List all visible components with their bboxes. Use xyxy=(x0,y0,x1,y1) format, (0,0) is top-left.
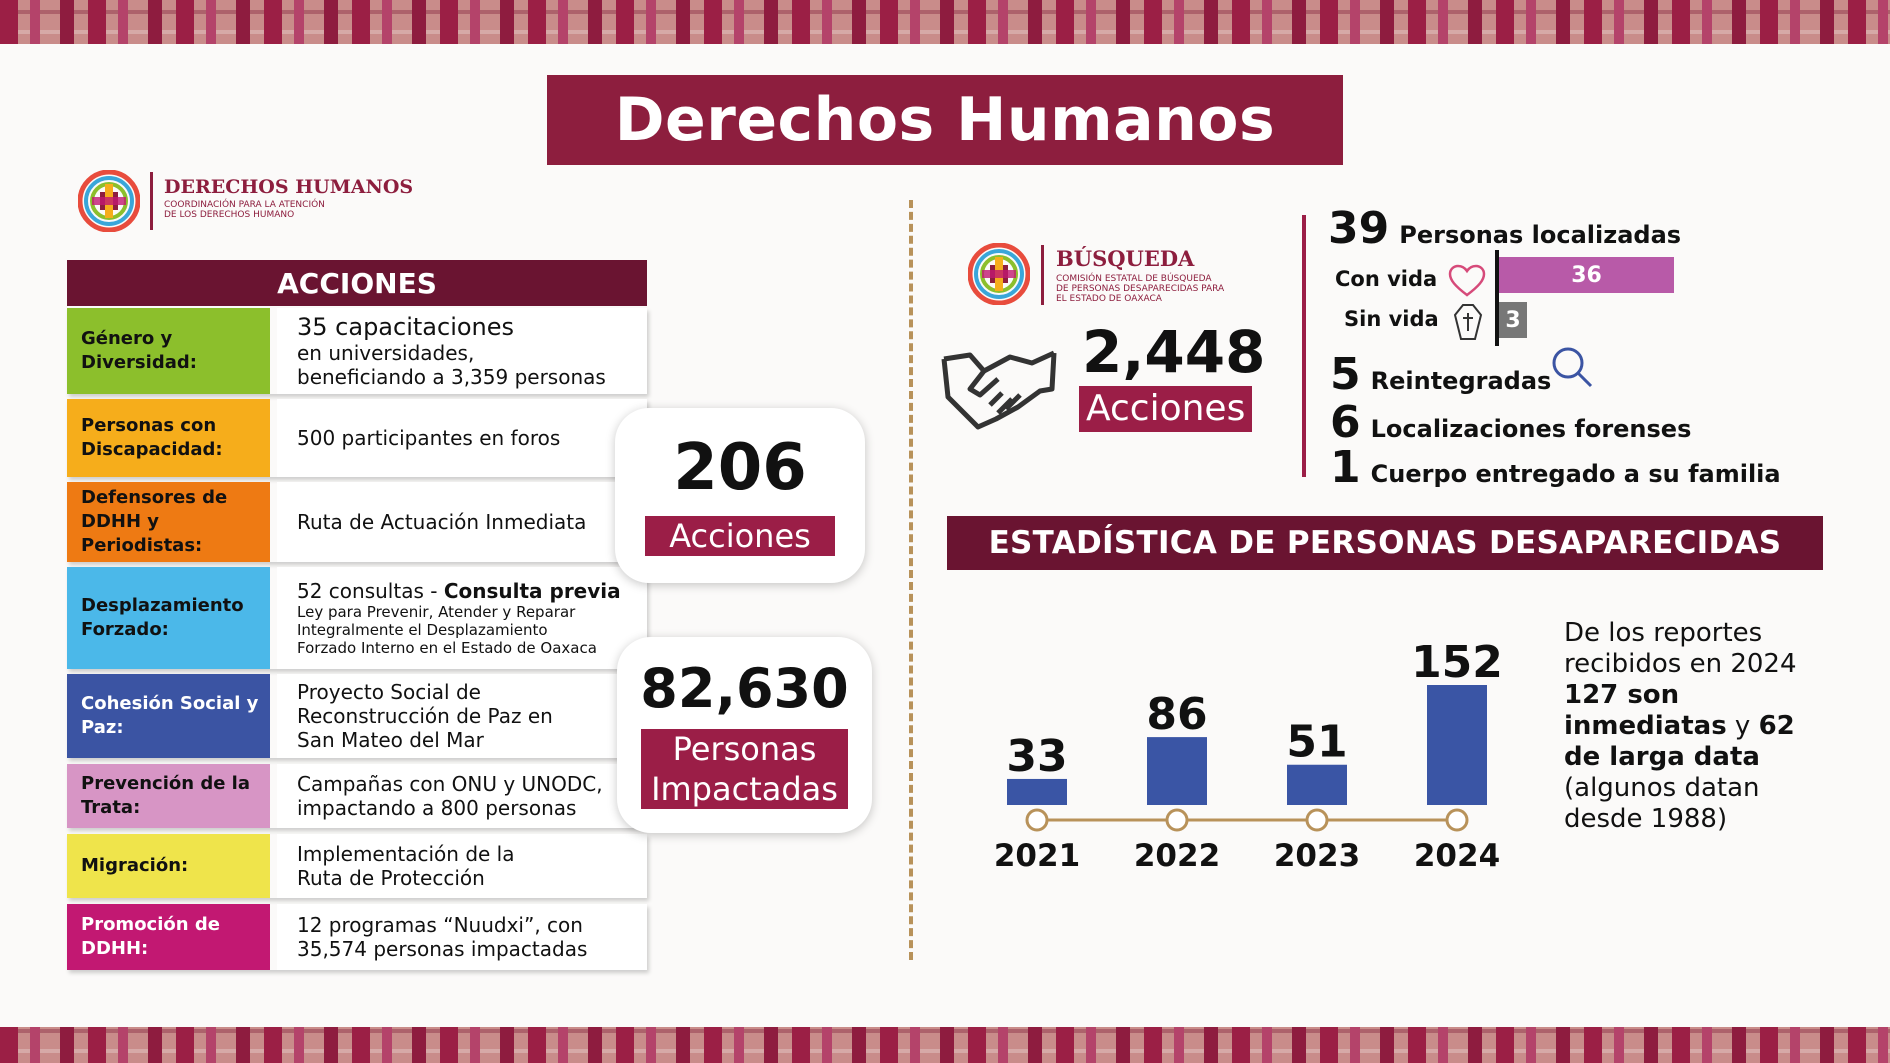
heart-icon xyxy=(1447,264,1487,298)
search-icon xyxy=(1550,345,1594,389)
acciones-count: 206 xyxy=(673,431,807,505)
acciones-row xyxy=(67,674,647,758)
reintegradas-stat: 5 Reintegradas xyxy=(1330,349,1552,400)
category-label: Desplazamiento Forzado: xyxy=(67,567,270,669)
logo-divider xyxy=(150,172,153,230)
category-label: Promoción de DDHH: xyxy=(67,904,270,970)
chart-tick-label: 2023 xyxy=(1273,838,1361,874)
category-label: Prevención de la Trata: xyxy=(67,764,270,828)
row-description: 500 participantes en foros xyxy=(277,399,647,477)
row-description: Proyecto Social de Reconstrucción de Paz en San Mateo del Mar xyxy=(277,674,647,758)
logo-subtitle: COORDINACIÓN PARA LA ATENCIÓN DE LOS DERECHOS HUMANO xyxy=(164,200,325,220)
row-description: 52 consultas - Consulta previa Ley para Prevenir, Atender y Reparar Integralmente el Desplazamiento Forzado Interno en el Estado de Oaxaca xyxy=(277,567,647,669)
category-label: Defensores de DDHH y Periodistas: xyxy=(67,482,270,562)
category-label: Migración: xyxy=(67,834,270,898)
dashed-divider xyxy=(909,200,913,960)
con-vida-bar: 36 xyxy=(1499,257,1674,293)
con-vida-label: Con vida xyxy=(1335,267,1438,291)
oaxaca-emblem-icon xyxy=(78,170,140,232)
busqueda-logo-subtitle: COMISIÓN ESTATAL DE BÚSQUEDA DE PERSONAS DESAPARECIDAS PARA EL ESTADO DE OAXACA xyxy=(1056,274,1225,304)
cuerpo-stat: 1 Cuerpo entregado a su familia xyxy=(1330,442,1781,493)
row-description: Implementación de la Ruta de Protección xyxy=(277,834,647,898)
timeline-marker xyxy=(1167,810,1187,830)
chart-bar xyxy=(1147,737,1207,805)
chart-bar xyxy=(1427,685,1487,805)
logo-title: DERECHOS HUMANOS xyxy=(164,176,414,198)
chart-bar xyxy=(1287,765,1347,805)
acciones-row xyxy=(67,399,647,477)
chart-tick-label: 2024 xyxy=(1413,838,1501,874)
busqueda-acciones-count: 2,448 xyxy=(1082,318,1266,386)
category-label: Personas con Discapacidad: xyxy=(67,399,270,477)
timeline-marker xyxy=(1027,810,1047,830)
acciones-card xyxy=(615,408,865,583)
busqueda-logo-title: BÚSQUEDA xyxy=(1056,246,1195,271)
personas-count: 82,630 xyxy=(640,657,849,720)
reportes-note: De los reportes recibidos en 2024 127 son inmediatas y 62 de larga data (algunos datan desde 1988) xyxy=(1564,618,1797,834)
chart-data-label: 33 xyxy=(1006,730,1068,782)
row-description: Campañas con ONU y UNODC, impactando a 800 personas xyxy=(277,764,647,828)
row-description: Ruta de Actuación Inmediata xyxy=(277,482,647,562)
category-label: Cohesión Social y Paz: xyxy=(67,674,270,758)
acciones-header: ACCIONES xyxy=(67,260,647,306)
chart-data-label: 86 xyxy=(1146,689,1208,741)
chart-tick-label: 2022 xyxy=(1133,838,1221,874)
timeline-marker xyxy=(1307,810,1327,830)
localizadas-stat: 39 Personas localizadas xyxy=(1328,203,1682,254)
acciones-row xyxy=(67,904,647,970)
coffin-icon xyxy=(1453,303,1483,341)
chart-data-label: 51 xyxy=(1286,716,1348,768)
desaparecidas-bar-chart xyxy=(980,600,1520,890)
acciones-row xyxy=(67,834,647,898)
acciones-label: Acciones xyxy=(645,516,835,556)
forenses-stat: 6 Localizaciones forenses xyxy=(1330,397,1692,448)
logo-divider xyxy=(1041,245,1044,305)
oaxaca-emblem-icon xyxy=(968,243,1030,305)
estadistica-header: ESTADÍSTICA DE PERSONAS DESAPARECIDAS xyxy=(947,516,1823,570)
personas-card xyxy=(617,637,872,833)
bottom-decorative-band xyxy=(0,1027,1890,1063)
top-decorative-band xyxy=(0,0,1890,44)
sin-vida-label: Sin vida xyxy=(1344,307,1439,331)
page-title: Derechos Humanos xyxy=(547,75,1343,165)
chart-data-label: 152 xyxy=(1411,637,1503,688)
row-description: 35 capacitaciones en universidades, beneficiando a 3,359 personas xyxy=(277,308,647,394)
acciones-row xyxy=(67,308,647,394)
stats-divider xyxy=(1302,215,1306,477)
busqueda-acciones-label: Acciones xyxy=(1079,386,1252,432)
acciones-row xyxy=(67,764,647,828)
personas-label: Personas Impactadas xyxy=(641,729,848,809)
chart-tick-label: 2021 xyxy=(993,838,1081,874)
sin-vida-bar: 3 xyxy=(1499,302,1527,338)
category-label: Género y Diversidad: xyxy=(67,308,270,394)
chart-bar xyxy=(1007,779,1067,805)
acciones-row xyxy=(67,482,647,562)
handshake-icon xyxy=(940,345,1058,435)
acciones-row xyxy=(67,567,647,669)
timeline-marker xyxy=(1447,810,1467,830)
row-description: 12 programas “Nuudxi”, con 35,574 personas impactadas xyxy=(277,904,647,970)
